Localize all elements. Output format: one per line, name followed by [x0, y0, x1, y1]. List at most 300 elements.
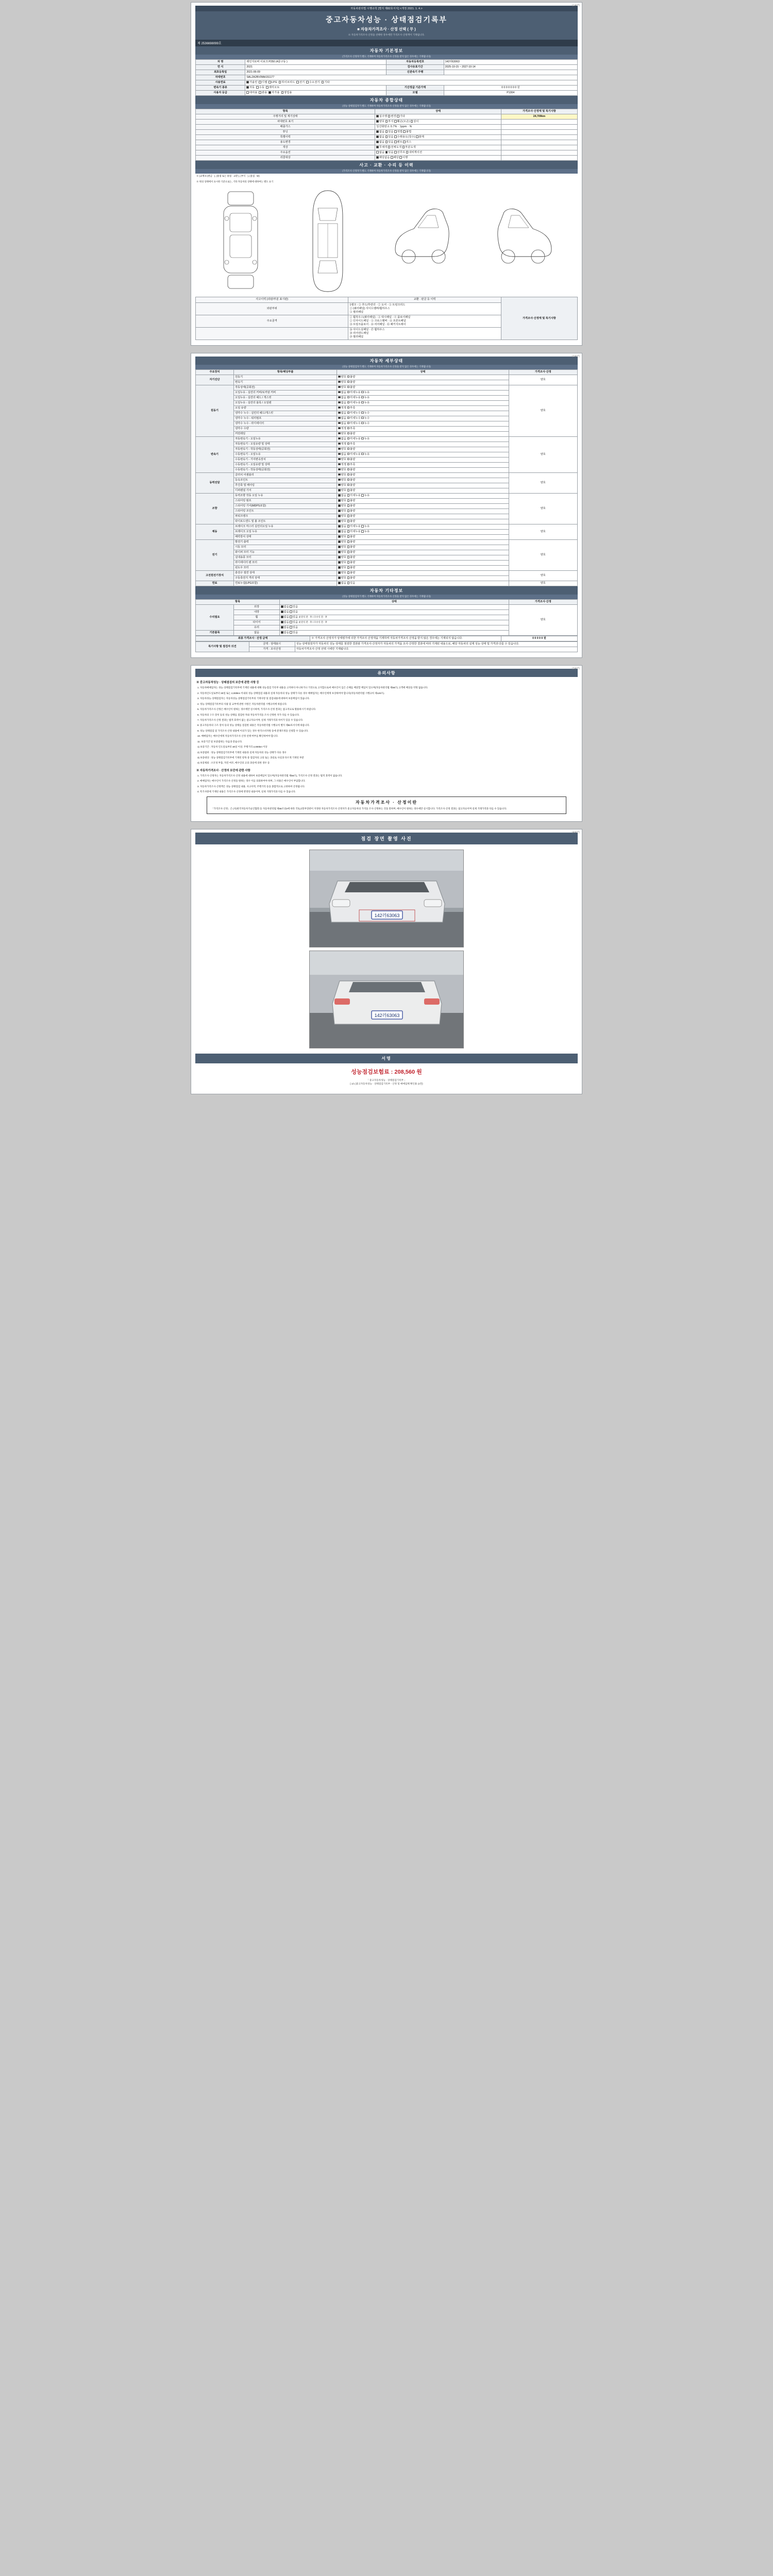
- checkbox-icon[interactable]: [281, 611, 283, 613]
- detail-opt[interactable]: 없음: [338, 391, 346, 394]
- checkbox-icon[interactable]: [347, 577, 350, 579]
- detail-opt[interactable]: 불량: [347, 546, 356, 549]
- detail-item-state: [337, 488, 509, 494]
- checkbox-icon[interactable]: [347, 376, 350, 378]
- checkbox-icon[interactable]: [338, 386, 341, 388]
- detail-opt[interactable]: 부족: [347, 427, 356, 430]
- checkbox-icon[interactable]: [347, 504, 350, 507]
- detail-opt[interactable]: 미세누유: [347, 530, 361, 533]
- checkbox-icon[interactable]: [347, 427, 350, 430]
- checkbox-icon[interactable]: [338, 417, 341, 419]
- vin-opt-1[interactable]: 부식: [385, 120, 394, 123]
- etc-opt[interactable]: 없음: [281, 611, 289, 614]
- checkbox-icon[interactable]: [338, 448, 341, 450]
- checkbox-icon[interactable]: [347, 535, 350, 538]
- tuning-opt-1[interactable]: 있음: [385, 130, 394, 133]
- detail-opt[interactable]: 없음: [338, 437, 346, 440]
- detail-opt[interactable]: 양호: [338, 448, 346, 451]
- checkbox-icon[interactable]: [347, 396, 350, 399]
- checkbox-icon[interactable]: [338, 437, 341, 440]
- checkbox-icon[interactable]: [347, 458, 350, 461]
- trans-opt-0[interactable]: 자동: [246, 86, 255, 90]
- detail-opt[interactable]: 불량: [347, 448, 356, 451]
- checkbox-icon[interactable]: [281, 616, 283, 618]
- checkbox-icon[interactable]: [347, 540, 350, 543]
- detail-item-state: [337, 550, 509, 555]
- list-item: 7. 자동차가격조사·산정 결과는 법적 효력이 없는 참고자료이며, 실제 거래가격과 차이가 있을 수 있습니다.: [197, 718, 304, 721]
- checkbox-icon[interactable]: [347, 422, 350, 425]
- detail-opt[interactable]: 양호: [338, 566, 346, 569]
- etc-opt[interactable]: 있음: [290, 605, 298, 608]
- etc-opt[interactable]: 있음: [290, 621, 298, 624]
- detail-opt[interactable]: 양호: [338, 386, 346, 389]
- detail-opt[interactable]: 불량: [347, 489, 356, 492]
- etc-opt[interactable]: 있음: [290, 611, 298, 614]
- detail-opt[interactable]: 없음: [338, 412, 346, 415]
- detail-opt[interactable]: 불량: [347, 535, 356, 538]
- detail-item-state: [337, 426, 509, 431]
- grade-opt-3[interactable]: 영업용: [281, 91, 292, 95]
- detail-opt[interactable]: 없음: [338, 494, 346, 497]
- checkbox-icon[interactable]: [338, 515, 341, 517]
- detail-opt[interactable]: 불량: [347, 515, 356, 518]
- detail-item-state: [337, 457, 509, 462]
- checkbox-icon[interactable]: [338, 406, 341, 409]
- detail-opt[interactable]: 미세누수: [347, 422, 361, 425]
- detail-opt[interactable]: 불량: [347, 551, 356, 554]
- checkbox-icon[interactable]: [347, 530, 350, 533]
- detail-opt[interactable]: 누유: [361, 396, 369, 399]
- detail-opt[interactable]: 있음: [347, 582, 356, 585]
- detail-opt[interactable]: 불량: [347, 504, 356, 507]
- checkbox-icon[interactable]: [338, 530, 341, 533]
- checkbox-icon[interactable]: [347, 448, 350, 450]
- detail-opt[interactable]: 불량: [347, 484, 356, 487]
- recall-opt-2[interactable]: 이행: [399, 156, 408, 159]
- detail-opt[interactable]: 불량: [347, 520, 356, 523]
- detail-opt[interactable]: 없음: [338, 582, 346, 585]
- detail-opt[interactable]: 없음: [338, 530, 346, 533]
- special-opt-3[interactable]: 화재: [416, 135, 424, 139]
- detail-item-name: 오일 유량: [234, 405, 337, 411]
- section-accident-title: 사고 · 교환 · 수리 등 이력: [195, 161, 578, 169]
- detail-opt[interactable]: 누유: [361, 437, 369, 440]
- detail-opt[interactable]: 불량: [347, 540, 356, 544]
- detail-opt[interactable]: 불량: [347, 381, 356, 384]
- special-opt-2[interactable]: 수래용도(침수): [394, 135, 415, 139]
- usechange-opt-2[interactable]: 렌트: [394, 141, 402, 144]
- fuel-opt-5[interactable]: 수소전기: [306, 81, 320, 84]
- etc-opt[interactable]: 있음: [290, 631, 298, 634]
- detail-opt[interactable]: 불량: [347, 479, 356, 482]
- detail-opt[interactable]: 양호: [338, 551, 346, 554]
- checkbox-icon[interactable]: [361, 422, 364, 425]
- checkbox-icon[interactable]: [290, 605, 292, 608]
- detail-opt[interactable]: 불량: [347, 571, 356, 574]
- checkbox-icon[interactable]: [347, 381, 350, 383]
- detail-opt[interactable]: 누유: [361, 453, 369, 456]
- checkbox-icon[interactable]: [347, 443, 350, 445]
- color-opt-2[interactable]: 부분도색: [402, 146, 416, 149]
- checkbox-icon[interactable]: [338, 571, 341, 574]
- checkbox-icon[interactable]: [361, 437, 364, 440]
- checkbox-icon[interactable]: [338, 551, 341, 553]
- trans-opt-2[interactable]: 세미오토: [266, 86, 279, 90]
- basic-value-inspection: 2025-10-15 ~ 2027-10-14: [444, 65, 577, 70]
- detail-opt[interactable]: 양호: [338, 577, 346, 580]
- checkbox-icon[interactable]: [347, 391, 350, 394]
- checkbox-icon[interactable]: [347, 412, 350, 414]
- checkbox-icon[interactable]: [338, 546, 341, 548]
- detail-opt[interactable]: 양호: [338, 499, 346, 502]
- checkbox-icon[interactable]: [338, 396, 341, 399]
- detail-group-name: 연료: [196, 581, 234, 586]
- checkbox-icon[interactable]: [338, 577, 341, 579]
- checkbox-icon[interactable]: [338, 489, 341, 492]
- detail-opt[interactable]: 누유: [361, 525, 369, 528]
- detail-opt[interactable]: 불량: [347, 499, 356, 502]
- checkbox-icon[interactable]: [338, 391, 341, 394]
- car-diagram-front-view: [217, 188, 264, 296]
- checkbox-icon[interactable]: [281, 626, 283, 629]
- checkbox-icon[interactable]: [290, 616, 292, 618]
- checkbox-icon[interactable]: [347, 417, 350, 419]
- detail-opt[interactable]: 미세누유: [347, 453, 361, 456]
- color-opt-1[interactable]: 전체도색: [388, 146, 401, 149]
- detail-opt[interactable]: 양호: [338, 479, 346, 482]
- vin-opt-3[interactable]: 상이: [411, 120, 419, 123]
- photo-rear[interactable]: [309, 951, 464, 1048]
- grade-opt-2[interactable]: 자가용: [268, 91, 279, 95]
- checkbox-icon[interactable]: [338, 566, 341, 569]
- table-row: [196, 297, 578, 302]
- detail-opt[interactable]: 불량: [347, 376, 356, 379]
- checkbox-icon[interactable]: [347, 566, 350, 569]
- etc-opt[interactable]: 있음: [290, 616, 298, 619]
- grade-opt-0[interactable]: 대여용: [246, 91, 257, 95]
- checkbox-icon[interactable]: [347, 463, 350, 466]
- photo-front[interactable]: [309, 850, 464, 947]
- sheet-tag-1: (1/4면): [572, 4, 580, 7]
- detail-opt[interactable]: 양호: [338, 432, 346, 435]
- detail-opt[interactable]: 양호: [338, 546, 346, 549]
- recall-opt-1[interactable]: 해당: [391, 156, 399, 159]
- checkbox-icon[interactable]: [347, 386, 350, 388]
- special-opt-0[interactable]: 없음: [376, 135, 384, 139]
- detail-opt[interactable]: 양호: [338, 473, 346, 477]
- detail-opt[interactable]: 부족: [347, 443, 356, 446]
- detail-opt[interactable]: 누수: [361, 412, 369, 415]
- detail-opt[interactable]: 미세누유: [347, 401, 361, 404]
- usechange-opt-0[interactable]: 없음: [376, 141, 384, 144]
- detail-opt[interactable]: 불량: [347, 561, 356, 564]
- usechange-opt-1[interactable]: 있음: [385, 141, 394, 144]
- checkbox-icon[interactable]: [347, 401, 350, 404]
- checkbox-icon[interactable]: [361, 401, 364, 404]
- tuning-opt-2[interactable]: 적법: [394, 130, 402, 133]
- checkbox-icon[interactable]: [290, 621, 292, 623]
- detail-opt[interactable]: 없음: [338, 525, 346, 528]
- detail-item-name: 발전기 출력: [234, 540, 337, 545]
- checkbox-icon[interactable]: [338, 453, 341, 455]
- checkbox-icon[interactable]: [338, 376, 341, 378]
- detail-item-state: [337, 416, 509, 421]
- detail-opt[interactable]: 불량: [347, 432, 356, 435]
- overall-row-1-opts: [375, 120, 501, 125]
- checkbox-icon[interactable]: [338, 463, 341, 466]
- fuel-opt-0[interactable]: 가솔린: [246, 81, 257, 84]
- detail-opt[interactable]: 불량: [347, 473, 356, 477]
- detail-group-remark: 양호: [509, 571, 577, 581]
- checkbox-icon[interactable]: [347, 479, 350, 481]
- detail-item-name: 수동변속기 - 오일누유: [234, 452, 337, 457]
- detail-item-state: [337, 535, 509, 540]
- detail-opt[interactable]: 미세누유: [347, 391, 361, 394]
- option-opt-1[interactable]: 있음: [385, 151, 394, 154]
- checkbox-icon[interactable]: [347, 494, 350, 497]
- checkbox-icon[interactable]: [338, 432, 341, 435]
- detail-opt[interactable]: 양호: [338, 376, 346, 379]
- detail-item-name: 커먼레일: [234, 431, 337, 436]
- basic-label-inspection: 검사유효기간: [386, 65, 444, 70]
- detail-opt[interactable]: 불량: [347, 510, 356, 513]
- detail-opt[interactable]: 양호: [338, 489, 346, 492]
- detail-opt[interactable]: 누유: [361, 391, 369, 394]
- detail-item-state: [337, 421, 509, 426]
- fuel-opt-3[interactable]: 하이브리드: [279, 81, 295, 84]
- checkbox-icon[interactable]: [347, 432, 350, 435]
- checkbox-icon[interactable]: [347, 525, 350, 528]
- accident-group-1-items: ② 휠하우스(쿼터패널) · ③ 대시패널 · ④ 플로어패널 ② 인사이드패널 · ③ 크로스멤버 · ⑪ 프론트패널 ⑬ 트렁크플로어 · ⑭ 리어패널 · ⑮ 패키지트레이: [348, 315, 501, 327]
- odo-opt-2[interactable]: 기타: [397, 115, 405, 118]
- odo-opt-0[interactable]: 실주행: [376, 115, 387, 118]
- accident-remark-header: 가격조사·산정액 및 특기사항: [501, 297, 577, 340]
- checkbox-icon[interactable]: [290, 626, 292, 629]
- section-accident-sub: (가격조사·산정자가 별도 기재하며 자동차가격조사·산정을 받지 않은 경우에는 기재됩니다): [195, 169, 578, 174]
- table-row: [196, 581, 578, 586]
- checkbox-icon[interactable]: [281, 605, 283, 608]
- detail-opt[interactable]: 부족: [347, 463, 356, 466]
- etc-opt[interactable]: 없음: [281, 621, 289, 624]
- detail-opt[interactable]: 양호: [338, 484, 346, 487]
- overall-row-5-opts: [375, 140, 501, 145]
- detail-opt[interactable]: 미세누수: [347, 412, 361, 415]
- checkbox-icon[interactable]: [361, 525, 364, 528]
- checkbox-icon[interactable]: [347, 556, 350, 558]
- detail-opt[interactable]: 양호: [338, 535, 346, 538]
- checkbox-icon[interactable]: [338, 412, 341, 414]
- detail-opt[interactable]: 누유: [361, 494, 369, 497]
- checkbox-icon[interactable]: [347, 406, 350, 409]
- checkbox-icon[interactable]: [347, 546, 350, 548]
- detail-opt[interactable]: 불량: [347, 556, 356, 559]
- checkbox-icon[interactable]: [338, 556, 341, 558]
- checkbox-icon[interactable]: [338, 520, 341, 522]
- checkbox-icon[interactable]: [338, 443, 341, 445]
- checkbox-icon[interactable]: [338, 561, 341, 564]
- detail-opt[interactable]: 적정: [338, 443, 346, 446]
- recall-opt-0[interactable]: 해당없음: [376, 156, 390, 159]
- detail-opt[interactable]: 불량: [347, 458, 356, 461]
- checkbox-icon[interactable]: [290, 611, 292, 613]
- option-opt-0[interactable]: 없음: [376, 151, 384, 154]
- etc-opt[interactable]: 없음: [281, 605, 289, 608]
- color-opt-0[interactable]: 무채색: [376, 146, 387, 149]
- checkbox-icon[interactable]: [281, 631, 283, 634]
- list-item: 8. 중고자동차의 구조·장치 등의 성능·상태를 점검한 내용은 자동차관리법 시행규칙 별지 제82호서식에 따릅니다.: [197, 724, 310, 727]
- checkbox-icon[interactable]: [338, 504, 341, 507]
- detail-opt[interactable]: 없음: [338, 417, 346, 420]
- checkbox-icon[interactable]: [338, 510, 341, 512]
- checkbox-icon[interactable]: [347, 520, 350, 522]
- detail-item-state: [337, 405, 509, 411]
- checkbox-icon[interactable]: [347, 473, 350, 476]
- detail-opt[interactable]: 양호: [338, 556, 346, 559]
- checkbox-icon[interactable]: [347, 489, 350, 492]
- fuel-opt-4[interactable]: 전기: [296, 81, 305, 84]
- detail-item-state: [337, 478, 509, 483]
- detail-opt[interactable]: 적정: [338, 406, 346, 410]
- checkbox-icon[interactable]: [338, 473, 341, 476]
- detail-item-state: [337, 576, 509, 581]
- checkbox-icon[interactable]: [347, 468, 350, 471]
- checkbox-icon[interactable]: [347, 551, 350, 553]
- etc-item-extra: 운전석 전 · 후 / 조수석 전 · 후: [298, 616, 327, 619]
- detail-opt[interactable]: 누유: [361, 530, 369, 533]
- fuel-opt-2[interactable]: LPG: [268, 81, 277, 84]
- detail-opt[interactable]: 양호: [338, 571, 346, 574]
- checkbox-icon[interactable]: [361, 494, 364, 497]
- checkbox-icon[interactable]: [338, 499, 341, 502]
- checkbox-icon[interactable]: [338, 401, 341, 404]
- detail-item-name: 등속조인트: [234, 478, 337, 483]
- detail-status-table: [195, 369, 578, 587]
- detail-opt[interactable]: 양호: [338, 458, 346, 461]
- etc-opt[interactable]: 있음: [290, 626, 298, 629]
- detail-opt[interactable]: 불량: [347, 566, 356, 569]
- checkbox-icon[interactable]: [361, 391, 364, 394]
- detail-opt[interactable]: 불량: [347, 577, 356, 580]
- checkbox-icon[interactable]: [338, 582, 341, 584]
- detail-opt[interactable]: 양호: [338, 515, 346, 518]
- detail-opt[interactable]: 불량: [347, 386, 356, 389]
- basic-value-transmission: [245, 86, 386, 91]
- detail-opt[interactable]: 양호: [338, 510, 346, 513]
- detail-item-name: 자동변속기 - 오일유량 및 상태: [234, 442, 337, 447]
- tuning-opt-3[interactable]: 불법: [403, 130, 411, 133]
- detail-opt[interactable]: 없음: [338, 401, 346, 404]
- detail-opt[interactable]: 불량: [347, 468, 356, 471]
- trans-opt-1[interactable]: 수동: [256, 86, 264, 90]
- list-item: 3. 자동차가격조사·산정액은 성능·상태점검 내용, 사고이력, 주행거리 등을 종합적으로 고려하여 산정됩니다.: [197, 785, 305, 788]
- detail-opt[interactable]: 미세누수: [347, 417, 361, 420]
- tuning-opt-0[interactable]: 없음: [376, 130, 384, 133]
- sheet-tag-4: (4/4면): [572, 831, 580, 834]
- option-opt-3[interactable]: 내비게이션: [406, 151, 423, 154]
- checkbox-icon[interactable]: [338, 525, 341, 528]
- checkbox-icon[interactable]: [281, 621, 283, 623]
- checkbox-icon[interactable]: [361, 412, 364, 414]
- checkbox-icon[interactable]: [361, 417, 364, 419]
- detail-opt[interactable]: 없음: [338, 422, 346, 425]
- checkbox-icon[interactable]: [361, 530, 364, 533]
- checkbox-icon[interactable]: [347, 437, 350, 440]
- detail-opt[interactable]: 없음: [338, 453, 346, 456]
- detail-item-state: [337, 561, 509, 566]
- detail-group-remark: 양호: [509, 436, 577, 472]
- checkbox-icon[interactable]: [338, 479, 341, 481]
- odo-opt-1[interactable]: 변경: [388, 115, 396, 118]
- grade-opt-1[interactable]: 관용: [259, 91, 267, 95]
- detail-opt[interactable]: 양호: [338, 381, 346, 384]
- detail-opt[interactable]: 적정: [338, 427, 346, 430]
- detail-opt[interactable]: 양호: [338, 540, 346, 544]
- option-opt-2[interactable]: 선루프: [394, 151, 405, 154]
- checkbox-icon[interactable]: [347, 499, 350, 502]
- checkbox-icon[interactable]: [290, 631, 292, 634]
- checkbox-icon[interactable]: [347, 453, 350, 455]
- checkbox-icon[interactable]: [361, 396, 364, 399]
- special-opt-1[interactable]: 있음: [385, 135, 394, 139]
- detail-opt[interactable]: 적정: [338, 463, 346, 466]
- checkbox-icon[interactable]: [347, 515, 350, 517]
- usechange-opt-3[interactable]: 리스: [403, 141, 411, 144]
- detail-opt[interactable]: 없음: [338, 396, 346, 399]
- detail-item-state: [337, 494, 509, 499]
- detail-opt[interactable]: 미세누유: [347, 525, 361, 528]
- checkbox-icon[interactable]: [338, 468, 341, 471]
- checkbox-icon[interactable]: [338, 484, 341, 486]
- vin-opt-0[interactable]: 양호: [376, 120, 384, 123]
- detail-opt[interactable]: 누수: [361, 422, 369, 425]
- checkbox-icon[interactable]: [347, 561, 350, 564]
- sheet-4: [191, 829, 582, 1094]
- checkbox-icon[interactable]: [338, 422, 341, 425]
- detail-opt[interactable]: 미세누유: [347, 396, 361, 399]
- detail-item-name: 실내송풍 모터: [234, 555, 337, 561]
- checkbox-icon[interactable]: [347, 571, 350, 574]
- detail-opt[interactable]: 양호: [338, 561, 346, 564]
- detail-opt[interactable]: 양호: [338, 504, 346, 507]
- checkbox-icon[interactable]: [347, 510, 350, 512]
- etc-head-state: 상태: [280, 600, 509, 605]
- detail-opt[interactable]: 누수: [361, 417, 369, 420]
- overall-remark-4: [501, 135, 577, 140]
- detail-opt[interactable]: 부족: [347, 406, 356, 410]
- checkbox-icon[interactable]: [338, 535, 341, 538]
- list-item: 10. 매매업자는 매수인에게 자동차가격조사·산정 선택 여부를 확인하여야 합니다.: [197, 735, 278, 738]
- detail-opt[interactable]: 누유: [361, 401, 369, 404]
- detail-opt[interactable]: 양호: [338, 520, 346, 523]
- vin-opt-2[interactable]: 훼손(오손): [394, 120, 410, 123]
- fuel-opt-1[interactable]: 디젤: [259, 81, 267, 84]
- fuel-opt-6[interactable]: 기타: [322, 81, 330, 84]
- checkbox-icon[interactable]: [338, 540, 341, 543]
- checkbox-icon[interactable]: [338, 427, 341, 430]
- checkbox-icon[interactable]: [347, 484, 350, 486]
- detail-opt[interactable]: 양호: [338, 468, 346, 471]
- etc-opt[interactable]: 없음: [281, 626, 289, 629]
- checkbox-icon[interactable]: [338, 494, 341, 497]
- checkbox-icon[interactable]: [361, 453, 364, 455]
- detail-opt[interactable]: 미세누유: [347, 494, 361, 497]
- etc-opt[interactable]: 없음: [281, 631, 289, 634]
- detail-opt[interactable]: 미세누유: [347, 437, 361, 440]
- etc-opt[interactable]: 없음: [281, 616, 289, 619]
- checkbox-icon[interactable]: [347, 582, 350, 584]
- checkbox-icon[interactable]: [338, 458, 341, 461]
- checkbox-icon[interactable]: [338, 381, 341, 383]
